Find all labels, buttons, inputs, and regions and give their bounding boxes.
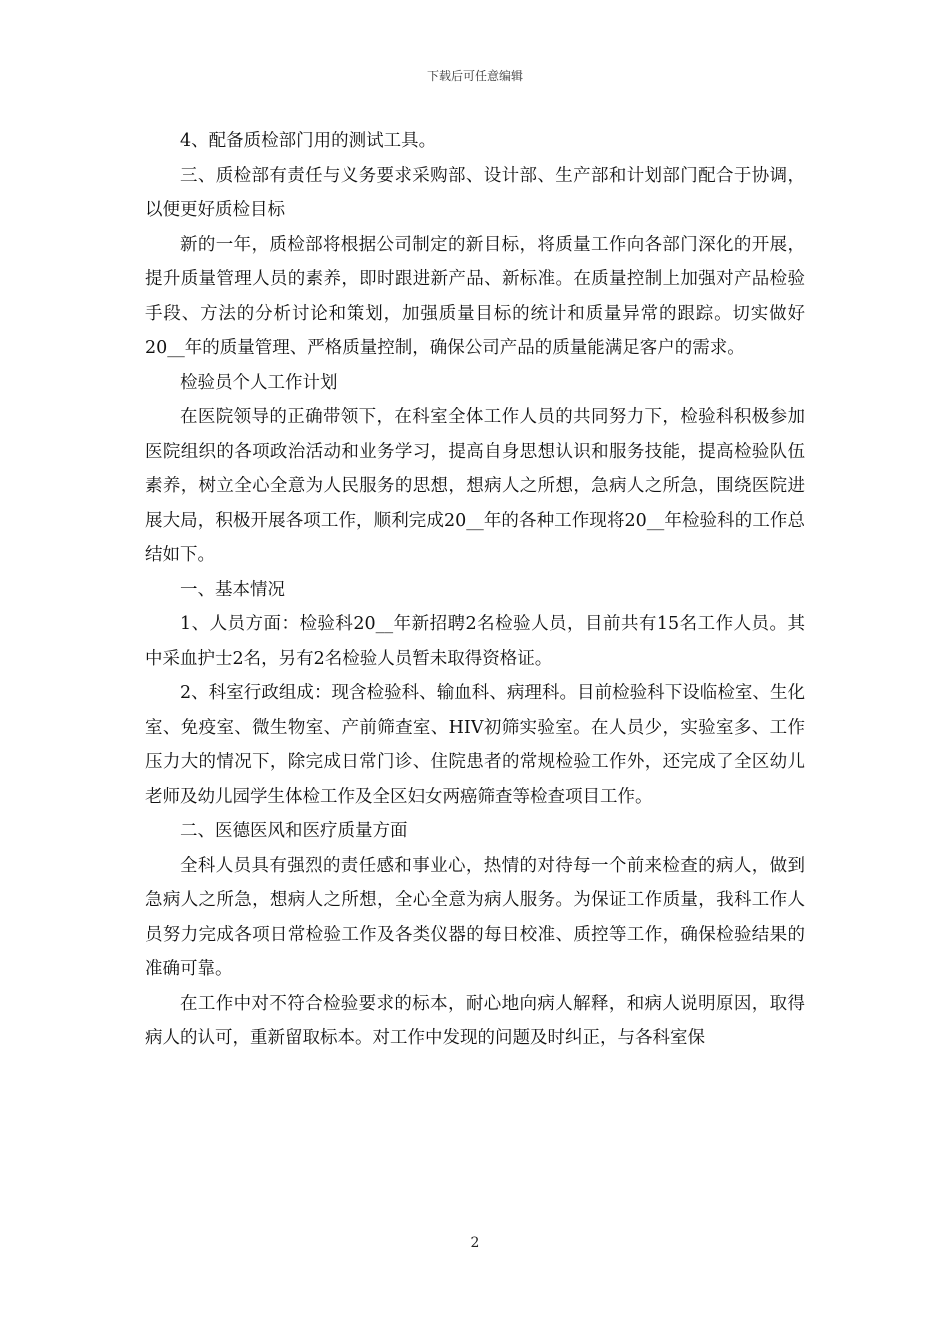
page-number: 2 <box>470 1235 480 1251</box>
paragraph: 在工作中对不符合检验要求的标本，耐心地向病人解释，和病人说明原因，取得病人的认可，重新留取标本。对工作中发现的问题及时纠正，与各科室保 <box>145 993 805 1048</box>
paragraph: 2、科室行政组成：现含检验科、输血科、病理科。目前检验科下设临检室、生化室、免疫室、微生物室、产前筛查室、HIV初筛实验室。在人员少，实验室多、工作压力大的情况下，除完成日常门诊、住院患者的常规检验工作外，还完成了全区幼儿老师及幼儿园学生体检工作及全区妇女两癌筛查等检查项目工作。 <box>145 683 805 807</box>
page-header: 下载后可任意编辑 <box>426 69 523 83</box>
section-heading: 一、基本情况 <box>180 579 285 600</box>
paragraph: 4、配备质检部门用的测试工具。 <box>180 131 437 151</box>
paragraph: 全科人员具有强烈的责任感和事业心，热情的对待每一个前来检查的病人，做到急病人之所急，想病人之所想，全心全意为病人服务。为保证工作质量，我科工作人员努力完成各项日常检验工作及各类仪器的每日校准、质控等工作，确保检验结果的准确可靠。 <box>145 855 805 979</box>
paragraph: 1、人员方面：检验科20__年新招聘2名检验人员，目前共有15名工作人员。其中采血护士2名，另有2名检验人员暂未取得资格证。 <box>145 614 805 669</box>
paragraph: 三、质检部有责任与义务要求采购部、设计部、生产部和计划部门配合于协调，以便更好质检目标 <box>145 165 805 220</box>
document-body <box>145 124 805 1056</box>
section-heading: 二、医德医风和医疗质量方面 <box>180 821 408 841</box>
paragraph: 新的一年，质检部将根据公司制定的新目标，将质量工作向各部门深化的开展，提升质量管理人员的素养，即时跟进新产品、新标准。在质量控制上加强对产品检验手段、方法的分析讨论和策划，加强质量目标的统计和质量异常的跟踪。切实做好20__年的质量管理、严格质量控制，确保公司产品的质量能满足客户的需求。 <box>145 234 805 358</box>
section-heading: 检验员个人工作计划 <box>180 372 338 393</box>
paragraph: 在医院领导的正确带领下，在科室全体工作人员的共同努力下，检验科积极参加医院组织的各项政治活动和业务学习，提高自身思想认识和服务技能，提高检验队伍素养，树立全心全意为人民服务的思想，想病人之所想，急病人之所急，围绕医院进展大局，积极开展各项工作，顺利完成20__年的各种工作现将20__年检验科的工作总结如下。 <box>145 407 805 565</box>
